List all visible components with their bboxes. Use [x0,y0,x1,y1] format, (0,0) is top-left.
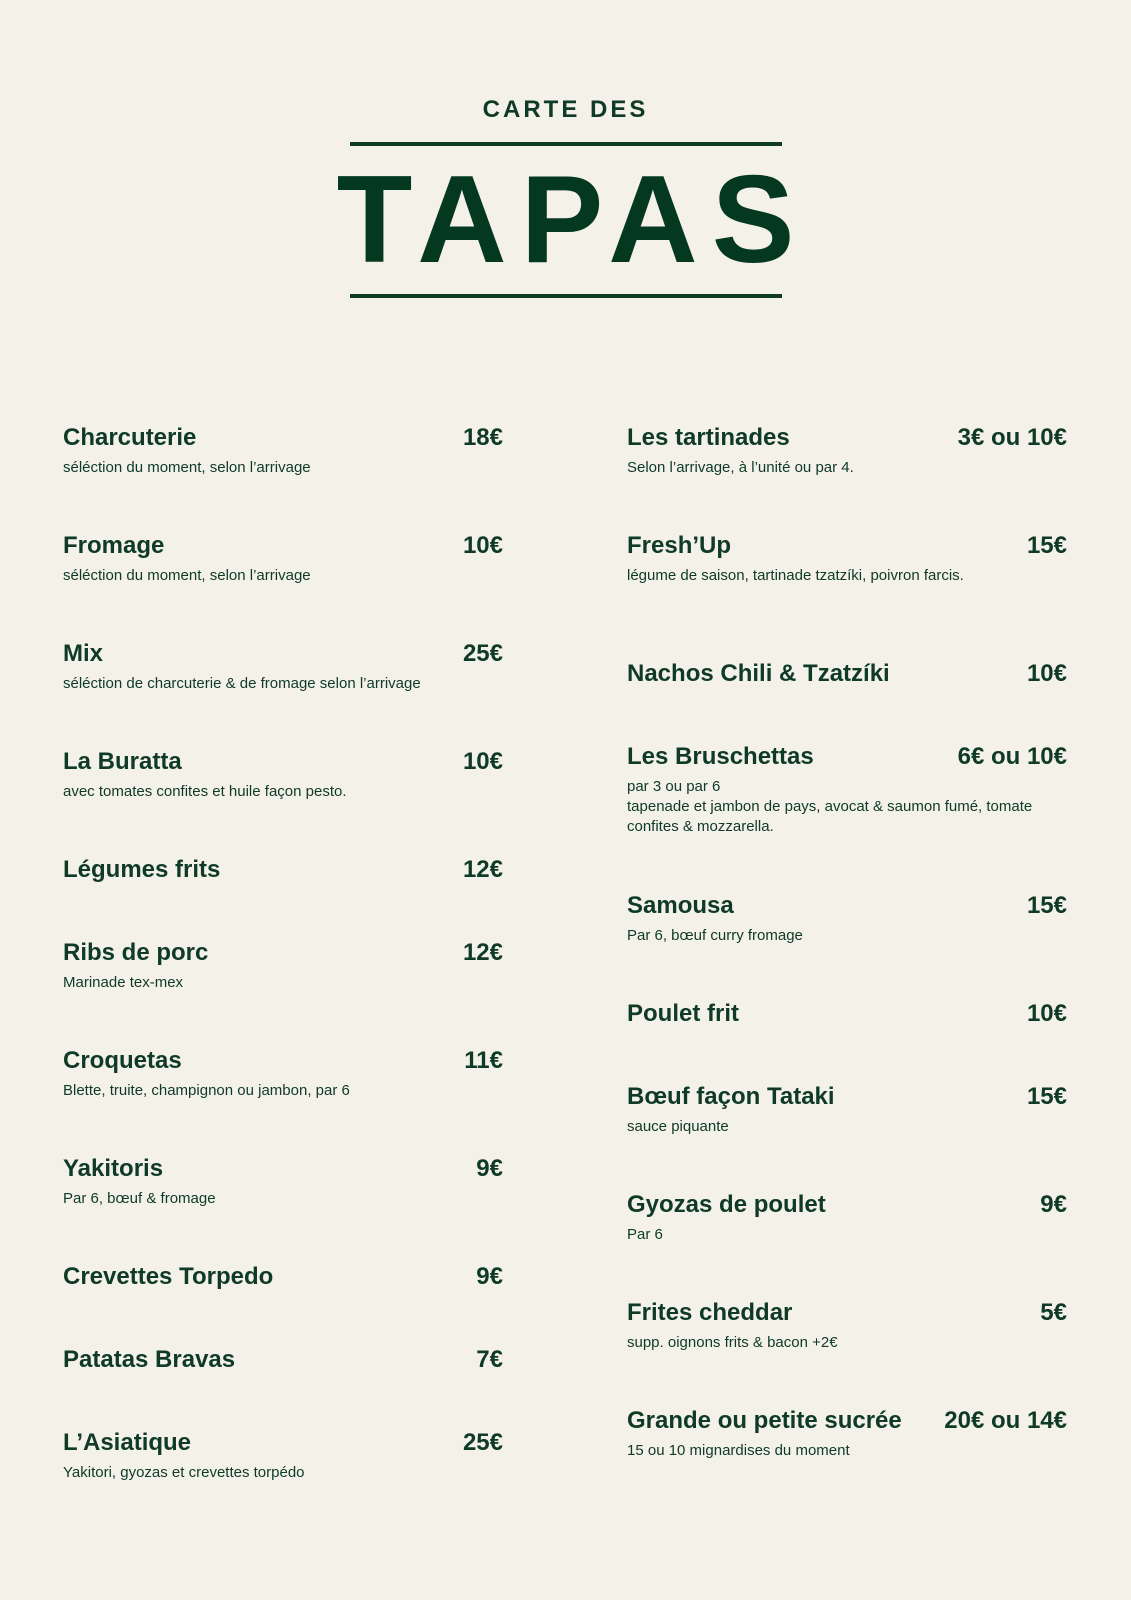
item-name: Crevettes Torpedo [63,1263,274,1290]
menu-item [627,1191,1067,1245]
item-name: Frites cheddar [627,1299,793,1326]
item-description: séléction du moment, selon l’arrivage [63,459,311,476]
item-description: Par 6, bœuf & fromage [63,1190,216,1207]
item-name: Patatas Bravas [63,1346,236,1373]
menu-item [627,1083,1067,1137]
item-price: 15€ [1026,892,1067,919]
item-price: 10€ [462,532,503,559]
item-name: Bœuf façon Tataki [627,1083,835,1110]
item-description: Selon l’arrivage, à l’unité ou par 4. [627,459,854,476]
item-description: Blette, truite, champignon ou jambon, par 6 [63,1082,350,1099]
item-price: 10€ [1026,1000,1067,1027]
menu-item [63,1047,503,1101]
item-description: Yakitori, gyozas et crevettes torpédo [63,1464,305,1481]
item-price: 9€ [476,1263,503,1290]
item-price: 9€ [1040,1191,1067,1218]
menu-item [63,1155,503,1209]
item-price: 9€ [476,1155,503,1182]
menu-item [627,1000,1067,1028]
item-price: 15€ [1026,1083,1067,1110]
menu-item [63,640,503,694]
item-price: 25€ [462,640,503,667]
item-price: 7€ [476,1346,503,1373]
item-description: sauce piquante [627,1118,729,1135]
item-price: 18€ [462,424,503,451]
item-name: Nachos Chili & Tzatzíki [627,660,890,687]
item-description: séléction du moment, selon l’arrivage [63,567,311,584]
item-name: Mix [63,640,104,667]
menu-kicker: CARTE DES [482,96,649,123]
menu-item [63,939,503,993]
menu-item [627,743,1067,837]
item-name: Samousa [627,892,734,919]
item-description: avec tomates confites et huile façon pesto. [63,783,347,800]
item-price: 25€ [462,1429,503,1456]
item-name: Gyozas de poulet [627,1191,826,1218]
item-price: 20€ ou 14€ [944,1407,1067,1434]
item-price: 11€ [464,1047,503,1074]
menu-item [627,1407,1067,1461]
item-name: Fresh’Up [627,532,732,559]
item-name: Poulet frit [627,1000,739,1027]
item-description: Par 6 [627,1226,663,1243]
item-name: Ribs de porc [63,939,209,966]
item-name: Grande ou petite sucrée [627,1407,902,1434]
item-name: Les Bruschettas [627,743,814,770]
item-name: Légumes frits [63,856,221,883]
item-name: Croquetas [63,1047,182,1074]
item-name: Fromage [63,532,165,559]
menu-item [63,424,503,478]
menu-title: TAPAS [336,151,809,289]
menu-header [0,0,1131,320]
divider-top [350,142,782,146]
item-description: par 3 ou par 6 [627,778,721,795]
item-name: L’Asiatique [63,1429,192,1456]
menu-item [63,1346,503,1374]
item-name: Les tartinades [627,424,790,451]
menu-item [63,1429,503,1483]
menu-item [627,424,1067,478]
menu-item [63,1263,503,1291]
item-name: Yakitoris [63,1155,164,1182]
menu-item [627,532,1067,586]
menu-item [63,856,503,884]
item-price: 5€ [1040,1299,1067,1326]
item-description: Marinade tex-mex [63,974,184,991]
item-description: légume de saison, tartinade tzatzíki, poivron farcis. [627,567,964,584]
item-price: 12€ [462,939,503,966]
item-name: Charcuterie [63,424,197,451]
item-price: 10€ [1026,660,1067,687]
item-description: séléction de charcuterie & de fromage selon l’arrivage [63,675,421,692]
menu-item [63,532,503,586]
item-price: 10€ [462,748,503,775]
item-price: 3€ ou 10€ [957,424,1067,451]
item-description-detail: tapenade et jambon de pays, avocat & saumon fumé, tomate confites & mozzarella. [627,798,1033,835]
item-name: La Buratta [63,748,182,775]
menu-item [627,1299,1067,1353]
item-price: 15€ [1026,532,1067,559]
menu-item [63,748,503,802]
menu-item [627,892,1067,946]
divider-bottom [350,294,782,298]
item-price: 6€ ou 10€ [957,743,1067,770]
item-description: supp. oignons frits & bacon +2€ [627,1334,838,1351]
item-description: 15 ou 10 mignardises du moment [627,1442,850,1459]
item-description: Par 6, bœuf curry fromage [627,927,803,944]
menu-item [627,660,1067,688]
item-price: 12€ [462,856,503,883]
